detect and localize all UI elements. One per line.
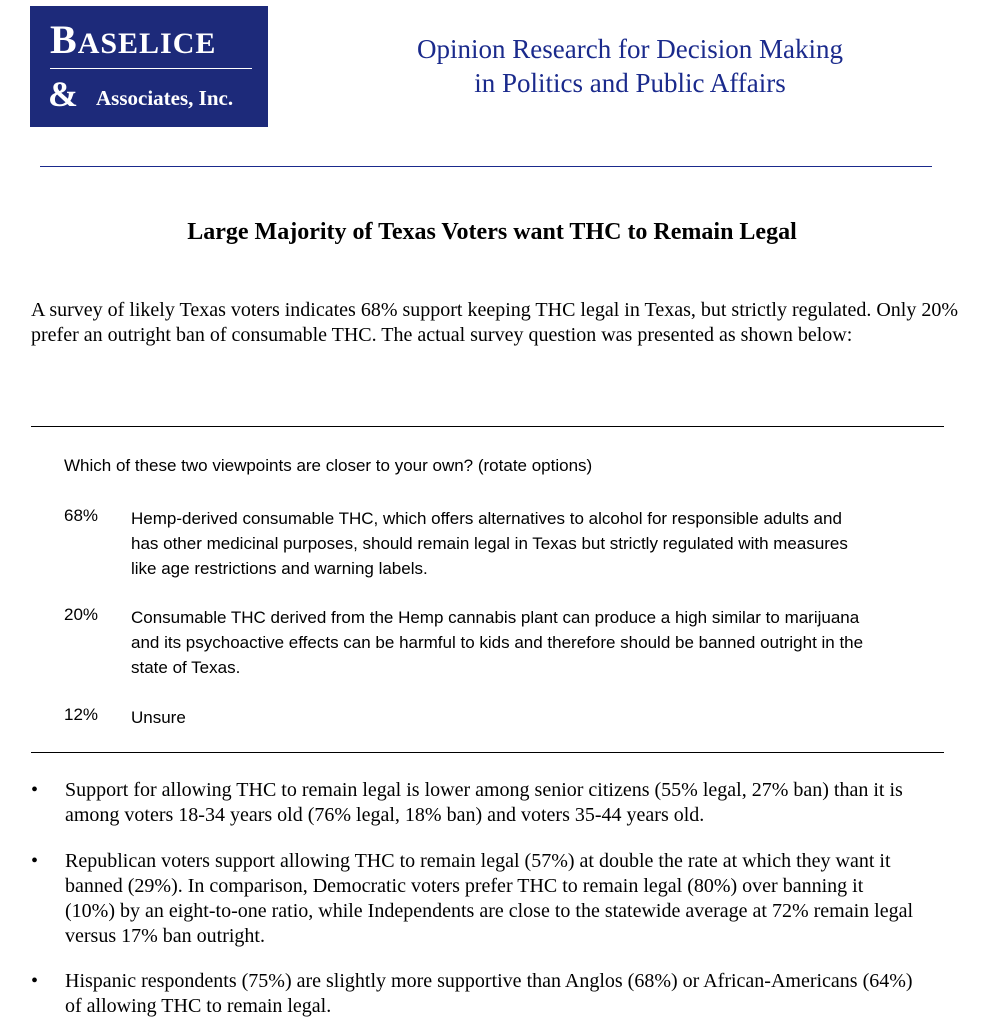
bullet-text: Support for allowing THC to remain legal is lower among senior citizens (55% legal, 27% ban) than it is among voters 18-34 years old (76% legal, 18% ban) and voters 35-44 years old. [65, 779, 903, 826]
logo-rule [50, 68, 252, 69]
bullet-text: Hispanic respondents (75%) are slightly more supportive than Anglos (68%) or African-Americans (64%) of allowing THC to remain legal. [65, 970, 913, 1017]
survey-question: Which of these two viewpoints are closer to your own? (rotate options) [64, 456, 593, 475]
option-text: Hemp-derived consumable THC, which offers alternatives to alcohol for responsible adults and has other medicinal purposes, should remain legal in Texas but strictly regulated with measures like age restrictions and warning labels. [131, 509, 848, 578]
option-percent: 68% [64, 506, 99, 525]
option-percent: 20% [64, 605, 99, 624]
tagline-line-2: in Politics and Public Affairs [474, 68, 786, 98]
page-title: Large Majority of Texas Voters want THC to Remain Legal [187, 219, 797, 245]
bullet-icon: • [31, 970, 39, 992]
bullet-icon: • [31, 850, 39, 872]
header-divider [40, 166, 932, 167]
tagline-line-1: Opinion Research for Decision Making [417, 34, 843, 64]
bullet-icon: • [31, 779, 39, 801]
company-logo [30, 6, 268, 127]
option-percent: 12% [64, 705, 99, 724]
logo-subtitle: Associates, Inc. [96, 86, 234, 110]
option-text: Unsure [131, 708, 186, 727]
bullet-text: Republican voters support allowing THC to remain legal (57%) at double the rate at which they want it banned (29%). In comparison, Democratic voters prefer THC to remain legal (80%) over banning it (10%) by an eight-to-one ratio, while Independents are close to the statewide average at 72% remain legal versus 17% ban outright. [65, 850, 913, 947]
logo-ampersand: & [48, 74, 78, 114]
logo-wordmark: BASELICE [50, 17, 217, 62]
question-top-divider [31, 426, 944, 427]
intro-paragraph: A survey of likely Texas voters indicates 68% support keeping THC legal in Texas, but strictly regulated. Only 20% prefer an outright ban of consumable THC. The actual survey question was presented as shown below: [31, 299, 959, 346]
question-bottom-divider [31, 752, 944, 753]
option-text: Consumable THC derived from the Hemp cannabis plant can produce a high similar to marijuana and its psychoactive effects can be harmful to kids and therefore should be banned outright in the state of Texas. [131, 608, 864, 677]
header-tagline [330, 32, 930, 100]
